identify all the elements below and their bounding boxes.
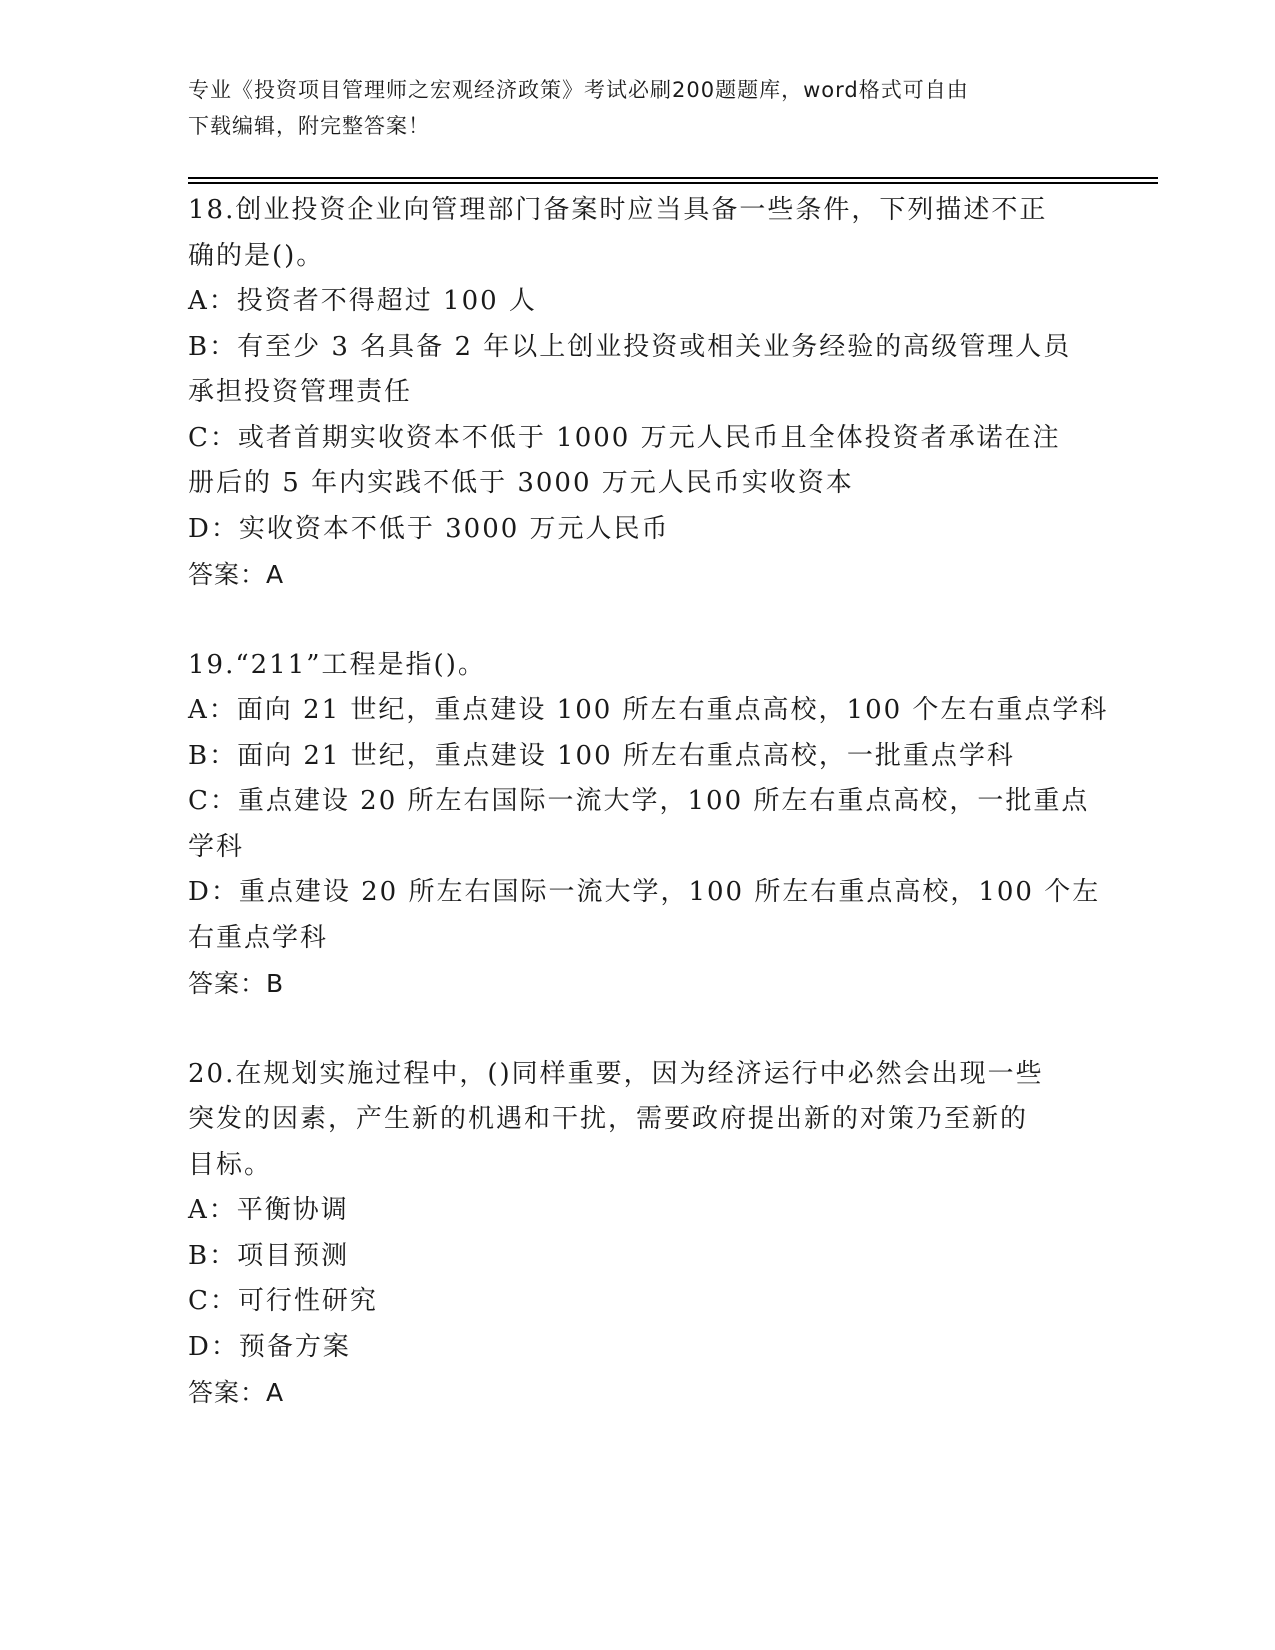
option-c-continued: 学科 xyxy=(188,831,245,862)
question-18 xyxy=(188,188,1108,598)
option-d-continued: 右重点学科 xyxy=(188,922,329,953)
question-spacer xyxy=(188,1007,1108,1052)
question-stem-line: 突发的因素，产生新的机遇和干扰，需要政府提出新的对策乃至新的 xyxy=(188,1104,1029,1134)
option-d: D：重点建设 20 所左右国际一流大学，100 所左右重点高校，100 个左 xyxy=(188,877,1101,907)
question-stem-line: 18.创业投资企业向管理部门备案时应当具备一些条件，下列描述不正 xyxy=(188,195,1048,225)
header-divider-top xyxy=(188,177,1158,179)
question-19 xyxy=(188,643,1108,1007)
option-b-continued: 承担投资管理责任 xyxy=(188,377,413,407)
option-d: D：实收资本不低于 3000 万元人民币 xyxy=(188,513,670,544)
question-stem-line: 确的是()。 xyxy=(188,240,325,271)
question-spacer xyxy=(188,598,1108,643)
question-stem-line: 目标。 xyxy=(188,1149,273,1180)
answer-label: 答案：A xyxy=(188,560,285,589)
question-stem-line: 20.在规划实施过程中，()同样重要，因为经济运行中必然会出现一些 xyxy=(188,1058,1044,1089)
header-intro-line-2: 下载编辑，附完整答案！ xyxy=(188,114,430,138)
option-a: A：面向 21 世纪，重点建设 100 所左右重点高校，100 个左右重点学科 xyxy=(188,695,1109,725)
option-a: A：投资者不得超过 100 人 xyxy=(188,286,537,316)
document-header xyxy=(188,72,1088,144)
option-c-continued: 册后的 5 年内实践不低于 3000 万元人民币实收资本 xyxy=(188,468,854,498)
option-d: D：预备方案 xyxy=(188,1331,351,1362)
question-list xyxy=(188,188,1108,1416)
header-intro-line-1: 专业《投资项目管理师之宏观经济政策》考试必刷200题题库，word格式可自由 xyxy=(188,78,969,102)
question-20 xyxy=(188,1052,1108,1416)
option-b: B：面向 21 世纪，重点建设 100 所左右重点高校，一批重点学科 xyxy=(188,740,1015,771)
answer-label: 答案：A xyxy=(188,1378,285,1407)
option-c: C：或者首期实收资本不低于 1000 万元人民币且全体投资者承诺在注 xyxy=(188,422,1061,453)
option-b: B：项目预测 xyxy=(188,1240,350,1271)
option-c: C：重点建设 20 所左右国际一流大学，100 所左右重点高校，一批重点 xyxy=(188,786,1090,816)
option-b: B：有至少 3 名具备 2 年以上创业投资或相关业务经验的高级管理人员 xyxy=(188,331,1072,362)
question-stem-line: 19.“211”工程是指()。 xyxy=(188,649,486,680)
option-c: C：可行性研究 xyxy=(188,1286,378,1316)
answer-label: 答案：B xyxy=(188,969,285,998)
header-divider-bottom xyxy=(188,182,1158,184)
option-a: A：平衡协调 xyxy=(188,1195,349,1225)
